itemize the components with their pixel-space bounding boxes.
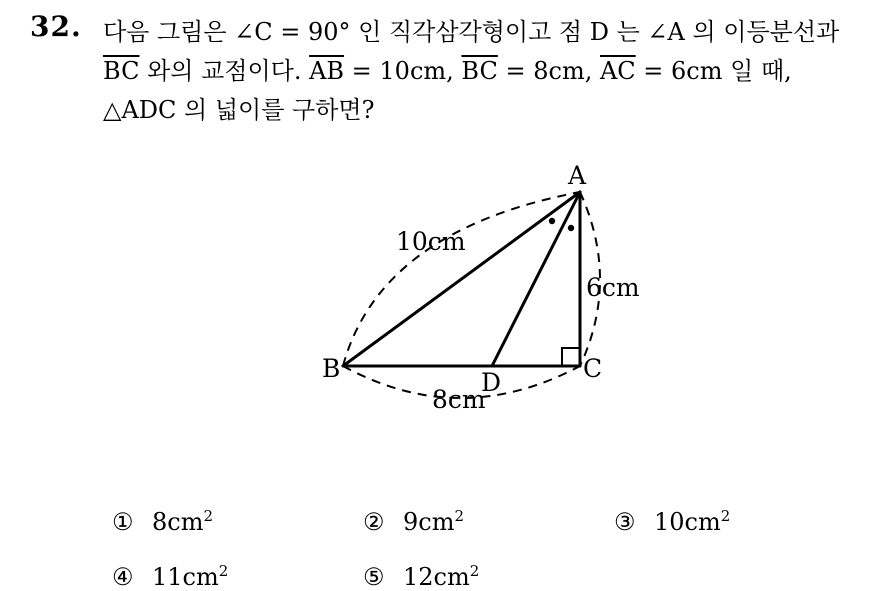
choice-4[interactable] bbox=[112, 563, 228, 591]
question-line-2-text-d: = 6cm 일 때, bbox=[635, 57, 792, 85]
question-line-2-text-a: 와의 교점이다. bbox=[139, 57, 310, 85]
choice-3-value: 10cm bbox=[654, 508, 721, 536]
length-bc-label: 8cm bbox=[432, 385, 486, 414]
segment-ab-overline: $\overline{AB}$ bbox=[309, 57, 345, 85]
question-line-1: 다음 그림은 ∠C = 90° 인 직각삼각형이고 점 D 는 ∠A 의 이등분선과 bbox=[103, 18, 840, 46]
choice-1-exponent: 2 bbox=[203, 507, 214, 525]
question-line-2-text-b: = 10cm, bbox=[344, 57, 462, 85]
question-line-2-text-c: = 8cm, bbox=[497, 57, 600, 85]
segment-bc-overline-2: $\overline{BC}$ bbox=[461, 57, 498, 85]
choice-5-mark: ⑤ bbox=[363, 563, 385, 591]
choice-2-exponent: 2 bbox=[454, 507, 465, 525]
label-b: B bbox=[322, 354, 341, 383]
choice-5-value: 12cm bbox=[403, 563, 470, 591]
label-d: D bbox=[481, 368, 502, 397]
segment-bc-overline: $\overline{BC}$ bbox=[103, 57, 140, 85]
side-ab bbox=[343, 192, 580, 366]
choice-4-mark: ④ bbox=[112, 563, 134, 591]
choice-2-mark: ② bbox=[363, 508, 385, 536]
choice-5[interactable] bbox=[363, 563, 479, 591]
right-angle-mark bbox=[562, 348, 580, 366]
choice-3-exponent: 2 bbox=[720, 507, 731, 525]
length-ab-label: 10cm bbox=[396, 227, 466, 256]
choice-3-mark: ③ bbox=[614, 508, 636, 536]
angle-dot-2 bbox=[568, 225, 574, 231]
angle-dot-1 bbox=[549, 218, 555, 224]
label-a: A bbox=[568, 161, 587, 190]
choice-4-exponent: 2 bbox=[218, 562, 229, 580]
segment-ac-overline: $\overline{AC}$ bbox=[599, 57, 636, 85]
choice-3[interactable] bbox=[614, 508, 730, 536]
choice-2-value: 9cm bbox=[403, 508, 455, 536]
length-ac-label: 6cm bbox=[586, 273, 640, 302]
choice-1-mark: ① bbox=[112, 508, 134, 536]
label-c: C bbox=[583, 354, 603, 383]
choice-5-exponent: 2 bbox=[469, 562, 480, 580]
question-number: 32. bbox=[30, 10, 82, 43]
angle-bisector-ad bbox=[492, 192, 580, 366]
choice-1[interactable] bbox=[112, 508, 213, 536]
choice-2[interactable] bbox=[363, 508, 464, 536]
question-line-3: △ADC 의 넓이를 구하면? bbox=[103, 96, 375, 124]
choice-4-value: 11cm bbox=[152, 563, 219, 591]
choice-1-value: 8cm bbox=[152, 508, 204, 536]
